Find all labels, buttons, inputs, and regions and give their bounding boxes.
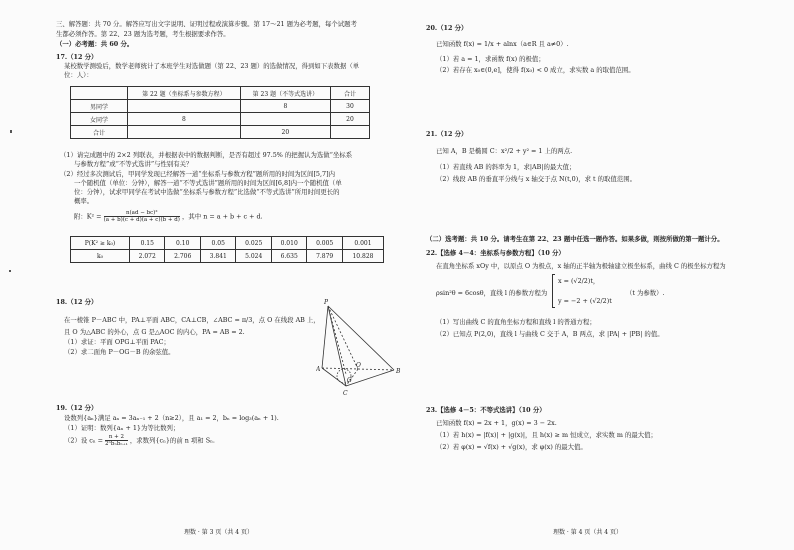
q17-formula bbox=[74, 210, 263, 223]
q18-part1: （1）求证：平面 OPG⊥平面 PAC； bbox=[64, 338, 170, 346]
table-cell: 30 bbox=[331, 100, 370, 113]
table-row bbox=[71, 100, 370, 113]
scan-mark bbox=[10, 130, 12, 133]
q17-part2-line2: 一个随机值（单位：分钟），解答一道“不等式选讲”题所用的时间为区间[6,8]内一个随机值（单 bbox=[74, 179, 342, 187]
label-A: A bbox=[316, 366, 321, 373]
param-note: （t 为参数）. bbox=[626, 289, 665, 297]
q22-text-1: 在直角坐标系 xOy 中，以原点 O 为极点，x 轴的正半轴为极轴建立极坐标系，曲线 C 的极坐标方程为 bbox=[436, 262, 726, 270]
q21-part1: （1）若直线 AB 的斜率为 1，求|AB|的最大值； bbox=[436, 163, 576, 171]
q17-part2-line1: （2）经过多次测试后，甲同学发现已经解答一道“坐标系与参数方程”题所用的时间为区间[5,7]内 bbox=[60, 170, 335, 178]
table-cell: 8 bbox=[240, 100, 330, 113]
q19-numerator: n + 2 bbox=[105, 434, 128, 441]
formula-fraction bbox=[104, 210, 180, 223]
q18-heading: 18.（12 分） bbox=[56, 298, 98, 306]
table-cell: 2.072 bbox=[130, 250, 165, 263]
q19-fraction bbox=[105, 434, 128, 447]
table-cell: 0.025 bbox=[236, 237, 271, 250]
q18-text-1: 在一棱锥 P－ABC 中，PA⊥平面 ABC，CA⊥CB，∠ABC = π/3，点 O 在线段 AB 上， bbox=[64, 316, 320, 324]
table-cell bbox=[128, 126, 241, 139]
table-cell: k₀ bbox=[71, 250, 130, 263]
q17-part1-line2: 与参数方程”或“不等式选讲”与性别有关？ bbox=[74, 160, 193, 168]
table-row bbox=[71, 250, 384, 263]
q18-text-2: 且 O 为△ABC 的外心，点 G 是△AOC 的内心，PA = AB = 2. bbox=[64, 328, 245, 336]
table-cell: 6.635 bbox=[271, 250, 306, 263]
q17-part1-line1: （1）请完成题中的 2×2 列联表，并根据表中的数据判断，是否有超过 97.5% 的把握认为选做“坐标系 bbox=[60, 151, 353, 159]
param-eq-x: x = (√2/2)t， bbox=[558, 277, 600, 285]
q21-heading: 21.（12 分） bbox=[426, 130, 468, 138]
q19-part2-suffix: ，求数列{cₙ}的前 n 项和 Sₙ. bbox=[129, 436, 215, 445]
table-cell: 合计 bbox=[331, 87, 370, 100]
table-cell bbox=[128, 100, 241, 113]
q21-text-1: 已知 A，B 是椭圆 C：x²/2 + y² = 1 上的两点. bbox=[436, 147, 573, 155]
q19-denominator: 2ⁿbₙbₙ₊₁ bbox=[105, 441, 128, 447]
table-cell: 0.005 bbox=[307, 237, 342, 250]
formula-numerator: n(ad − bc)² bbox=[104, 210, 180, 217]
table-cell bbox=[331, 126, 370, 139]
instructions-line-2: 生都必须作答。第 22、23 题为选考题，考生根据要求作答。 bbox=[56, 30, 230, 38]
q20-part2: （2）若存在 x₀∈(0,e]，使得 f(x₀) < 0 成立，求实数 a 的取值范围。 bbox=[436, 66, 635, 74]
table-cell: 0.15 bbox=[130, 237, 165, 250]
q19-text-1: 设数列{aₙ}满足 aₙ = 3aₙ₋₁ + 2（n≥2），且 a₁ = 2，bₙ = log₃(aₙ + 1). bbox=[64, 414, 279, 422]
q21-part2: （2）线段 AB 的垂直平分线与 x 轴交于点 N(t,0)，求 t 的取值范围。 bbox=[436, 175, 636, 183]
label-P: P bbox=[324, 299, 329, 306]
q19-part1: （1）证明：数列{aₙ + 1}为等比数列； bbox=[64, 424, 180, 432]
section-optional-heading: （二）选考题：共 10 分。请考生在第 22、23 题中任选一题作答。如果多做，则按所做的第一题计分。 bbox=[426, 235, 724, 243]
left-page-footer: 理数 · 第 3 页（共 4 页） bbox=[184, 529, 253, 536]
q17-contingency-table bbox=[70, 86, 370, 139]
table-cell: 10.828 bbox=[342, 250, 383, 263]
q18-part2: （2）求二面角 P－OG－B 的余弦值。 bbox=[64, 348, 175, 356]
q17-part2-line4: 概率。 bbox=[74, 197, 94, 205]
q20-text-1: 已知函数 f(x) = 1/x + alnx（a∈R 且 a≠0）. bbox=[436, 40, 569, 48]
q23-part2: （2）若 φ(x) = √f(x) + √g(x)，求 φ(x) 的最大值。 bbox=[436, 443, 587, 451]
table-row bbox=[71, 87, 370, 100]
table-cell: 20 bbox=[240, 126, 330, 139]
q17-text-1: 某校数学测验后，数学老师统计了本班学生对选做题（第 22、23 题）的选做情况，得到如下表数据（单 bbox=[64, 62, 360, 70]
label-O: O bbox=[356, 362, 361, 369]
table-cell: 0.010 bbox=[271, 237, 306, 250]
table-cell: 3.841 bbox=[200, 250, 235, 263]
q23-text-1: 已知函数 f(x) = 2x + 1，g(x) = 3 − 2x. bbox=[436, 419, 557, 427]
table-row bbox=[71, 126, 370, 139]
label-C: C bbox=[343, 390, 348, 397]
table-cell: P(K² ≥ k₀) bbox=[71, 237, 130, 250]
q20-heading: 20.（12 分） bbox=[426, 24, 468, 32]
right-page-footer: 理数 · 第 4 页（共 4 页） bbox=[553, 529, 622, 536]
formula-prefix: 附：K² = bbox=[74, 212, 102, 221]
q17-heading: 17.（12 分） bbox=[56, 53, 98, 61]
q22-part2: （2）已知点 P(2,0)，直线 l 与曲线 C 交于 A，B 两点，求 |PA| + |PB| 的值。 bbox=[436, 330, 664, 338]
table-row bbox=[71, 113, 370, 126]
table-cell: 第 22 题（坐标系与参数方程） bbox=[128, 87, 241, 100]
formula-denominator: (a + b)(c + d)(a + c)(b + d) bbox=[103, 217, 180, 223]
q23-part1: （1）若 h(x) = |f(x)| + |g(x)|，且 h(x) ≥ m 恒成立，求实数 m 的最大值； bbox=[436, 431, 657, 439]
param-eq-y: y = −2 + (√2/2)t bbox=[558, 297, 612, 305]
table-cell: 7.879 bbox=[307, 250, 342, 263]
q23-heading: 23.【选修 4－5：不等式选讲】（10 分） bbox=[426, 406, 546, 414]
table-cell: 男同学 bbox=[71, 100, 128, 113]
q17-part2-line3: 位：分钟），试求甲同学在考试中选做“坐标系与参数方程”比选做“不等式选讲”所用时间更长的 bbox=[74, 188, 340, 196]
table-row bbox=[71, 237, 384, 250]
q17-critical-value-table bbox=[70, 236, 384, 263]
section-required-heading: （一）必考题：共 60 分。 bbox=[56, 40, 134, 48]
q22-text-2: ρsin²θ = 6cosθ，直线 l 的参数方程为 bbox=[436, 289, 548, 297]
table-cell: 8 bbox=[128, 113, 241, 126]
table-cell bbox=[71, 87, 128, 100]
system-brace bbox=[552, 274, 555, 308]
pyramid-figure bbox=[316, 296, 406, 400]
instructions-line-1: 三、解答题：共 70 分。解答应写出文字说明、证明过程或演算步骤。第 17～21 题为必考题，每个试题考 bbox=[56, 20, 357, 28]
table-cell: 2.706 bbox=[165, 250, 200, 263]
label-B: B bbox=[396, 368, 401, 375]
q22-heading: 22.【选修 4－4：坐标系与参数方程】（10 分） bbox=[426, 249, 565, 257]
formula-suffix: ，其中 n = a + b + c + d. bbox=[182, 212, 263, 221]
q19-part2 bbox=[64, 434, 215, 447]
table-cell: 20 bbox=[331, 113, 370, 126]
q19-heading: 19.（12 分） bbox=[56, 404, 98, 412]
q20-part1: （1）若 a = 1，求函数 f(x) 的极值； bbox=[436, 55, 545, 63]
table-cell bbox=[240, 113, 330, 126]
table-cell: 合计 bbox=[71, 126, 128, 139]
q22-part1: （1）写出曲线 C 的直角坐标方程和直线 l 的普通方程； bbox=[436, 318, 596, 326]
table-cell: 0.10 bbox=[165, 237, 200, 250]
scan-mark bbox=[9, 270, 11, 272]
q17-text-2: 位：人）： bbox=[64, 71, 93, 79]
q19-part2-prefix: （2）设 cₙ = bbox=[64, 436, 103, 445]
table-cell: 0.05 bbox=[200, 237, 235, 250]
table-cell: 第 23 题（不等式选讲） bbox=[240, 87, 330, 100]
table-cell: 0.001 bbox=[342, 237, 383, 250]
label-G: G bbox=[347, 377, 352, 384]
table-cell: 女同学 bbox=[71, 113, 128, 126]
table-cell: 5.024 bbox=[236, 250, 271, 263]
